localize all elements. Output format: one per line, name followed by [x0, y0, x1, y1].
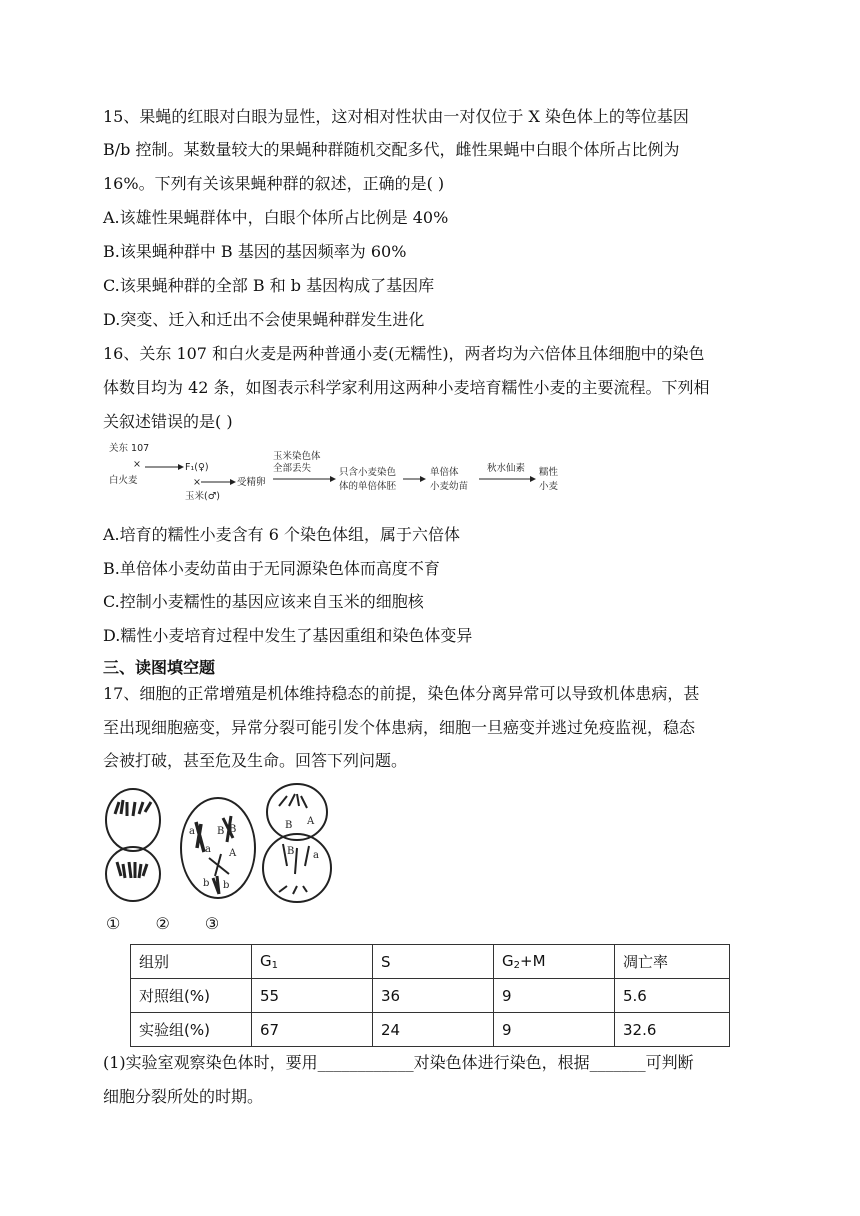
q16-option-d: D.糯性小麦培育过程中发生了基因重组和染色体变异 [103, 626, 473, 645]
table-header-cell: S [373, 945, 494, 979]
flow-embryo-bottom: 体的单倍体胚 [339, 481, 397, 492]
flow-result-top: 糯性 [539, 467, 559, 478]
q16-stem-line-1: 16、关东 107 和白火麦是两种普通小麦(无糯性)，两者均为六倍体且体细胞中的染色 [103, 344, 705, 363]
flow-f1: F₁(♀) [185, 462, 209, 473]
g1-subscript: 1 [271, 960, 278, 971]
cell-2-letter-b1: B [217, 826, 225, 837]
q16-option-b: B.单倍体小麦幼苗由于无同源染色体而高度不育 [103, 559, 440, 578]
table-row [131, 979, 730, 1013]
g2-suffix: +M [520, 952, 546, 970]
q15-option-b: B.该果蝇种群中 B 基因的基因频率为 60% [103, 242, 407, 261]
cell-3-letter-a2: a [313, 850, 319, 861]
q15-option-a: A.该雄性果蝇群体中，白眼个体所占比例是 40% [103, 208, 449, 227]
flow-parent2: 白火麦 [109, 475, 138, 486]
cell-2-letter-a2: a [205, 844, 211, 855]
flow-egg: 受精卵 [237, 477, 266, 488]
figure-label-1: ① [106, 914, 121, 933]
cell-2-letter-a3: A [229, 848, 237, 859]
flow-seedling-top: 单倍体 [430, 467, 459, 478]
q17-sub1-line-2: 细胞分裂所处的时期。 [103, 1087, 264, 1106]
table-row [131, 1013, 730, 1047]
table-header-cell [494, 945, 615, 979]
q15-option-c: C.该果蝇种群的全部 B 和 b 基因构成了基因库 [103, 276, 435, 295]
table-cell: 实验组(%) [131, 1013, 252, 1047]
table-header-cell: 凋亡率 [615, 945, 730, 979]
cell-2-letter-a1: a [189, 826, 195, 837]
cell-3-letter-b1: B [285, 820, 293, 831]
table-cell: 36 [373, 979, 494, 1013]
cell-3-illustration [263, 784, 331, 902]
flow-parent1: 关东 107 [109, 443, 150, 454]
flow-result-bottom: 小麦 [539, 481, 559, 492]
q15-stem-line-2: B/b 控制。某数量较大的果蝇种群随机交配多代，雌性果蝇中白眼个体所占比例为 [103, 140, 680, 159]
table-cell: 55 [252, 979, 373, 1013]
cell-1-illustration [106, 789, 160, 901]
q16-stem-line-3: 关叙述错误的是( ) [103, 412, 233, 431]
q15-option-d: D.突变、迁入和迁出不会使果蝇种群发生进化 [103, 310, 425, 329]
q16-stem-line-2: 体数目均为 42 条，如图表示科学家利用这两种小麦培育糯性小麦的主要流程。下列相 [103, 378, 710, 397]
flow-step1-top: 玉米染色体 [273, 451, 321, 462]
table-cell: 对照组(%) [131, 979, 252, 1013]
cell-2-letter-lower-b1: b [203, 878, 210, 889]
figure-labels [106, 914, 249, 933]
flow-step1-bottom: 全部丢失 [273, 463, 312, 474]
table-cell: 67 [252, 1013, 373, 1047]
cell-2-letter-b2: B [229, 824, 237, 835]
flow-cross2: × [193, 477, 201, 488]
flow-seedling-bottom: 小麦幼苗 [430, 481, 469, 492]
flow-corn: 玉米(♂) [185, 491, 220, 502]
table-cell: 5.6 [615, 979, 730, 1013]
breeding-flowchart [103, 437, 583, 507]
cell-2-illustration [181, 798, 255, 898]
table-cell: 9 [494, 1013, 615, 1047]
table-cell: 9 [494, 979, 615, 1013]
table-header-row [131, 945, 730, 979]
q17-sub1-line-1: (1)实验室观察染色体时，要用____________对染色体进行染色，根据_______可判断 [103, 1053, 694, 1072]
cell-cycle-table [130, 944, 730, 1047]
flow-cross1: × [133, 459, 141, 470]
g2-label: G [502, 952, 514, 970]
q17-stem-line-2: 至出现细胞癌变，异常分裂可能引发个体患病，细胞一旦癌变并逃过免疫监视，稳态 [103, 718, 696, 737]
q15-stem-line-3: 16%。下列有关该果蝇种群的叙述，正确的是( ) [103, 174, 445, 193]
q17-stem-line-3: 会被打破，甚至危及生命。回答下列问题。 [103, 751, 408, 770]
q15-stem-line-1: 15、果蝇的红眼对白眼为显性，这对相对性状由一对仅位于 X 染色体上的等位基因 [103, 107, 689, 126]
figure-label-3: ③ [204, 914, 220, 933]
section-title: 三、读图填空题 [103, 658, 216, 677]
g2-subscript: 2 [513, 960, 520, 971]
table-header-cell [252, 945, 373, 979]
flow-embryo-top: 只含小麦染色 [339, 467, 397, 478]
cell-3-letter-a1: A [307, 816, 315, 827]
table-cell: 24 [373, 1013, 494, 1047]
q16-option-c: C.控制小麦糯性的基因应该来自玉米的细胞核 [103, 592, 424, 611]
table-cell: 32.6 [615, 1013, 730, 1047]
q17-stem-line-1: 17、细胞的正常增殖是机体维持稳态的前提，染色体分离异常可以导致机体患病，甚 [103, 684, 700, 703]
q16-option-a: A.培育的糯性小麦含有 6 个染色体组，属于六倍体 [103, 525, 460, 544]
cell-3-letter-b2: B [287, 846, 295, 857]
cell-division-figure [103, 782, 343, 906]
figure-label-2: ② [155, 914, 170, 933]
g1-label: G [260, 952, 272, 970]
flow-colchicine: 秋水仙素 [487, 463, 526, 474]
cell-2-letter-lower-b2: b [223, 880, 230, 891]
table-header-cell: 组别 [131, 945, 252, 979]
